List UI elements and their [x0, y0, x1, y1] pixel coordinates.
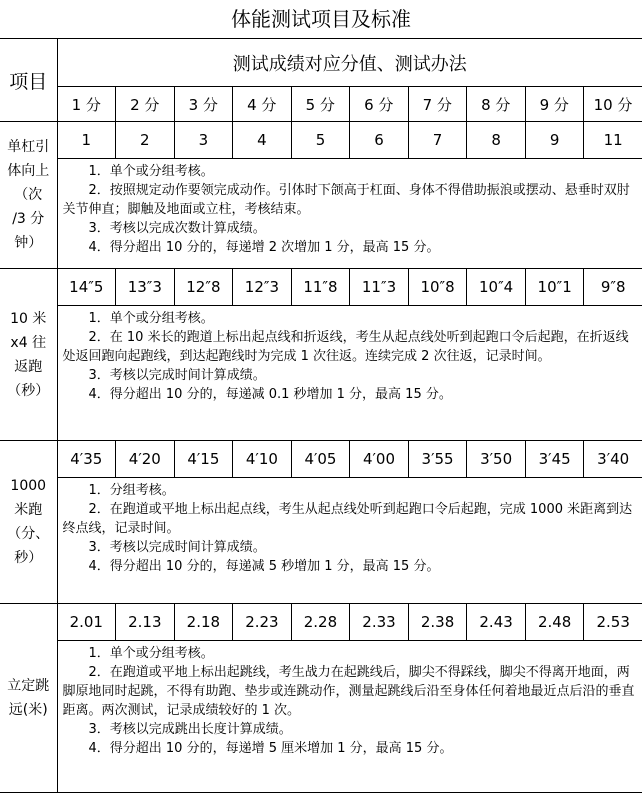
value-cell: 12″3 [232, 269, 291, 305]
document-title: 体能测试项目及标准 [0, 0, 642, 38]
value-cell: 10″1 [525, 269, 584, 305]
value-cell: 2.38 [408, 604, 467, 640]
value-cell: 13″3 [115, 269, 174, 305]
rule-text: 1．单个或分组考核。 [63, 309, 637, 328]
score-cell: 4 分 [233, 87, 292, 122]
item-values [57, 441, 642, 478]
item-label-line: 10 米 [0, 307, 57, 331]
item-rules [57, 159, 642, 269]
item-rules-row [0, 478, 642, 604]
item-rules-row [0, 306, 642, 441]
score-cell: 5 分 [291, 87, 350, 122]
value-cell: 8 [466, 122, 525, 158]
value-cell: 7 [408, 122, 467, 158]
value-cell: 2.33 [349, 604, 408, 640]
value-cell: 2.53 [583, 604, 642, 640]
item-label [0, 604, 57, 793]
score-cell: 3 分 [174, 87, 233, 122]
item-values [57, 269, 642, 306]
value-cell: 11 [583, 122, 642, 158]
item-label-line: 远(米) [0, 698, 57, 722]
item-values-row [0, 269, 642, 306]
value-cell: 3′55 [408, 441, 467, 477]
value-cell: 4′35 [58, 441, 116, 477]
value-cell: 3 [174, 122, 233, 158]
rule-text: 3．考核以完成时间计算成绩。 [63, 366, 637, 385]
standards-table [0, 38, 642, 793]
score-row [0, 87, 642, 122]
rule-text: 3．考核以完成时间计算成绩。 [63, 538, 637, 557]
value-cell: 3′40 [583, 441, 642, 477]
rule-text: 4．得分超出 10 分的，每递减 5 秒增加 1 分，最高 15 分。 [63, 557, 637, 576]
value-cell: 11″3 [349, 269, 408, 305]
item-label-line: （秒） [0, 379, 57, 403]
rule-text: 2．在 10 米长的跑道上标出起点线和折返线，考生从起点线处听到起跑口令后起跑，在折返线处返回跑向起跑线，到达起跑线时为完成 1 次往返。连续完成 2 次往返，记录时间。 [63, 328, 637, 366]
item-label-line: 钟） [0, 231, 57, 255]
item-label [0, 269, 57, 441]
item-label-line: x4 往 [0, 331, 57, 355]
item-label-line: 立定跳 [0, 674, 57, 698]
item-rules-row [0, 641, 642, 793]
item-values-row [0, 604, 642, 641]
item-label-line: 米跑 [0, 498, 57, 522]
item-rules [57, 641, 642, 793]
item-label-line: 秒） [0, 546, 57, 570]
value-cell: 4′05 [291, 441, 350, 477]
value-cell: 2.28 [291, 604, 350, 640]
score-cell: 10 分 [584, 87, 642, 122]
value-cell: 2.18 [174, 604, 233, 640]
value-cell: 4 [232, 122, 291, 158]
score-cell: 2 分 [116, 87, 175, 122]
item-values [57, 604, 642, 641]
value-cell: 3′50 [466, 441, 525, 477]
item-rules-row [0, 159, 642, 269]
value-cell: 4′10 [232, 441, 291, 477]
rule-text: 2．在跑道或平地上标出起跳线，考生战力在起跳线后，脚尖不得踩线，脚尖不得离开地面，两脚原地同时起跳，不得有助跑、垫步或连跳动作，测量起跳线后沿至身体任何着地最近点后沿的垂直距离。两次测试，记录成绩较好的 1 次。 [63, 663, 637, 720]
item-label [0, 441, 57, 604]
value-cell: 4′00 [349, 441, 408, 477]
project-header: 项目 [0, 39, 57, 122]
item-label-line: /3 分 [0, 207, 57, 231]
rule-text: 1．单个或分组考核。 [63, 644, 637, 663]
value-cell: 2.13 [115, 604, 174, 640]
item-values [57, 122, 642, 159]
rule-text: 4．得分超出 10 分的，每递增 2 次增加 1 分，最高 15 分。 [63, 238, 637, 257]
item-label-line: （分、 [0, 522, 57, 546]
rule-text: 4．得分超出 10 分的，每递增 5 厘米增加 1 分，最高 15 分。 [63, 739, 637, 758]
item-rules [57, 478, 642, 604]
value-cell: 2.23 [232, 604, 291, 640]
value-cell: 2.43 [466, 604, 525, 640]
item-label [0, 122, 57, 269]
value-cell: 14″5 [58, 269, 116, 305]
value-cell: 4′20 [115, 441, 174, 477]
rule-text: 3．考核以完成跳出长度计算成绩。 [63, 720, 637, 739]
rule-text: 2．按照规定动作要领完成动作。引体时下颌高于杠面、身体不得借助振浪或摆动、悬垂时双肘关节伸直；脚触及地面或立柱，考核结束。 [63, 181, 637, 219]
rule-text: 3．考核以完成次数计算成绩。 [63, 219, 637, 238]
scores-header: 测试成绩对应分值、测试办法 [57, 39, 642, 87]
score-cell: 7 分 [408, 87, 467, 122]
score-cell: 6 分 [350, 87, 409, 122]
rule-text: 4．得分超出 10 分的，每递减 0.1 秒增加 1 分，最高 15 分。 [63, 385, 637, 404]
rule-text: 1．分组考核。 [63, 481, 637, 500]
value-cell: 11″8 [291, 269, 350, 305]
rule-text: 1．单个或分组考核。 [63, 162, 637, 181]
item-label-line: 返跑 [0, 355, 57, 379]
value-cell: 10″8 [408, 269, 467, 305]
value-cell: 2.48 [525, 604, 584, 640]
value-cell: 4′15 [174, 441, 233, 477]
item-values-row [0, 441, 642, 478]
score-cell: 9 分 [525, 87, 584, 122]
item-rules [57, 306, 642, 441]
value-cell: 6 [349, 122, 408, 158]
value-cell: 9″8 [583, 269, 642, 305]
item-label-line: 单杠引 [0, 135, 57, 159]
score-cell: 8 分 [467, 87, 526, 122]
value-cell: 1 [58, 122, 116, 158]
value-cell: 9 [525, 122, 584, 158]
value-cell: 5 [291, 122, 350, 158]
value-cell: 2 [115, 122, 174, 158]
item-values-row [0, 122, 642, 159]
item-label-line: 1000 [0, 474, 57, 498]
value-cell: 12″8 [174, 269, 233, 305]
value-cell: 2.01 [58, 604, 116, 640]
item-label-line: 体向上 [0, 159, 57, 183]
value-cell: 10″4 [466, 269, 525, 305]
value-cell: 3′45 [525, 441, 584, 477]
score-cell: 1 分 [57, 87, 116, 122]
rule-text: 2．在跑道或平地上标出起点线，考生从起点线处听到起跑口令后起跑，完成 1000 米距离到达终点线，记录时间。 [63, 500, 637, 538]
item-label-line: （次 [0, 183, 57, 207]
